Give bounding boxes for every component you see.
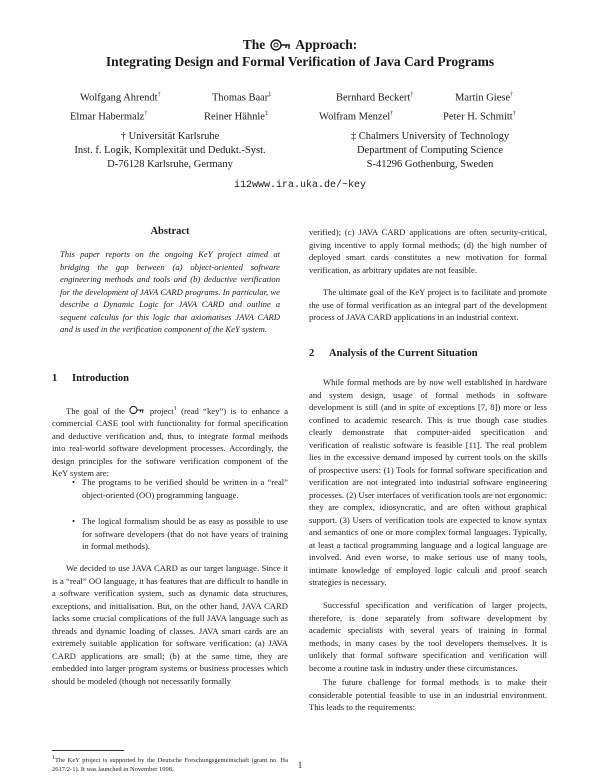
author-4: Martin Giese† — [455, 92, 514, 104]
analysis-paragraph-3: The future challenge for formal methods is to make their considerable potential feasible to use in an industrial environment. This leads to the requirements: — [309, 677, 547, 712]
affiliation-chalmers: ‡ Chalmers University of Technology Department of Computing Science S-41296 Gothenburg, Sweden — [350, 131, 510, 170]
author-6: Reiner Hähnle‡ — [204, 111, 268, 123]
author-1: Wolfgang Ahrendt† — [80, 92, 161, 104]
project-url: i12www.ira.uka.de/~key — [233, 180, 367, 191]
author-3: Bernhard Beckert† — [336, 92, 414, 104]
author-5: Elmar Habermalz† — [70, 111, 148, 123]
intro-paragraph-1: The goal of the project$^1$ (read “key”) is to enhance a commercial CASE tool with functionality for formal specification and deductive verification and, thus, to integrate formal methods into real-world software development processes. Accordingly, the design principles for the software verification component of the KeY system are: — [52, 405, 289, 479]
abstract-heading: Abstract — [150, 226, 190, 237]
paper-title — [0, 36, 600, 70]
title-line-2: Integrating Design and Formal Verification of Java Card Programs — [105, 54, 495, 69]
author-2: Thomas Baar‡ — [212, 92, 272, 104]
footnote: $^1$The KeY project is supported by the Deutsche Forschungsgemeinschaft (grant no. Ha 2617/2-1). It was launched in November 1998. — [52, 755, 288, 773]
author-7: Wolfram Menzel† — [319, 111, 394, 123]
bullet-icon: • — [72, 516, 76, 526]
analysis-paragraph-1: While formal methods are by now well established in hardware and system design, usage of formal methods in software development is still (and in spite of exceptions [7, 8]) more or less confined to academic research. This is true though case studies clearly demonstrate that computer-aided specification and verification of realistic software is feasible [11]. The real problem lies in the excessive demand imposed by current tools on the skills of prospective users: (1) Tools for formal software specification and verification are not integrated into industrial software engineering processes. (2) User interfaces of verification tools are not ergonomic: they are complex, idiosyncratic, and are often without graphical support. (3) Users of verification tools are expected to know syntax and semantics of one or more complex formal languages. Typically, at least a tactical programming language and a logical language are involved. And even worse, to make serious use of many tools, intimate knowledge of employed logic calculi and proof search strategies is necessary. — [309, 377, 547, 587]
footnote-rule — [52, 750, 124, 751]
section-2-heading: 2 Analysis of the Current Situation — [309, 348, 478, 359]
right-paragraph-1: verified); (c) JAVA CARD applications are often security-critical, giving incentive to apply formal methods; (d) the high number of deployed smart cards constitutes a new motivation for formal verification, as arbitrary updates are not feasible. — [309, 227, 547, 275]
analysis-paragraph-2: Successful specification and verification of larger projects, therefore, is done separately from software development by academic specialists with several years of training in formal methods, in many cases by the tool developers themselves. It is unlikely that formal software specification and verification will become a routine task in industry under these circumstances. — [309, 600, 547, 673]
title-suffix: Approach: — [295, 37, 358, 52]
title-prefix: The — [242, 37, 266, 52]
abstract-text: This paper reports on the ongoing KeY project aimed at bridging the gap between (a) object-oriented software engineering methods and tools and (b) deductive verification for the development of JAVA CARD programs. In particular, we describe a Dynamic Logic for JAVA CARD and outline a sequent calculus for this logic that axiomatises JAVA CARD and is used in the verification component of the KeY system. — [60, 249, 280, 334]
page-number: 1 — [297, 760, 303, 770]
intro-paragraph-2: We decided to use JAVA CARD as our target language. Since it is a “real” OO language, it has features that are difficult to handle in a software verification system, such as dynamic data structures, exceptions, and initialisation. But, on the other hand, JAVA CARD lacks some crucial complications of the full JAVA language such as threads and dynamic loading of classes. JAVA smart cards are an extremely suitable application for software verification: (a) JAVA CARD applications are small; (b) at the same time, they are embedded into larger program systems or business processes which should be modeled (though not necessarily formally — [52, 563, 288, 686]
bullet-icon: • — [72, 477, 76, 487]
author-8: Peter H. Schmitt† — [443, 111, 516, 123]
key-logo-icon — [270, 38, 292, 52]
bullet-item-1: • The programs to be verified should be written in a “real” object-oriented (OO) programming language. — [72, 477, 288, 500]
title-line-1 — [0, 36, 600, 53]
affiliation-karlsruhe: † Universität Karlsruhe Inst. f. Logik, Komplexität und Dedukt.-Syst. D-76128 Karlsruhe, Germany — [74, 131, 266, 170]
key-logo-inline-icon — [129, 405, 145, 415]
right-paragraph-2: The ultimate goal of the KeY project is to facilitate and promote the use of formal verification as an integral part of the development process of JAVA CARD applications in an industrial context. — [309, 287, 547, 322]
bullet-item-2: • The logical formalism should be as easy as possible to use for software developers (that do not have years of training in formal methods). — [72, 516, 288, 551]
section-1-heading: 1 Introduction — [52, 373, 129, 384]
